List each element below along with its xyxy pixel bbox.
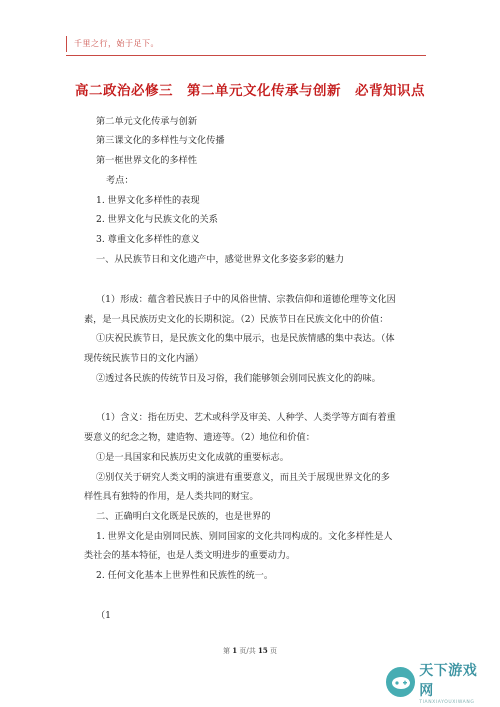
- body-line: （1）含义：指在历史、艺术或科学及审美、人种学、人类学等方面有着重: [96, 412, 396, 423]
- body-line: 第一框世界文化的多样性: [96, 155, 198, 166]
- footer-page-number: 1: [232, 646, 238, 655]
- watermark-name: 天下游戏网: [419, 662, 478, 699]
- body-line: 二、正确明白文化既是民族的，也是世界的: [96, 511, 271, 522]
- footer-middle: 页/共: [239, 647, 256, 655]
- body-line: 一、从民族节日和文化遗产中，感觉世界文化多姿多彩的魅力: [96, 254, 345, 265]
- body-line: 2. 世界文化与民族文化的关系: [96, 214, 218, 225]
- body-line: 第二单元文化传承与创新: [96, 116, 198, 127]
- body-line: （1: [96, 610, 112, 621]
- body-line: （1）形成：蕴含着民族日子中的风俗世情、宗教信仰和道德伦理等文化因: [96, 294, 396, 305]
- body-line: ①是一具国家和民族历史文化成就的重要标志。: [96, 452, 289, 463]
- body-line: 1. 世界文化是由别同民族、别同国家的文化共同构成的。文化多样性是人: [96, 531, 393, 542]
- body-line: 1. 世界文化多样性的表现: [96, 195, 200, 206]
- body-line: 样性具有独特的作用，是人类共同的财宝。: [84, 491, 259, 502]
- page-header: [66, 34, 426, 56]
- page-footer: [0, 646, 500, 656]
- footer-prefix: 第: [223, 647, 231, 655]
- watermark-logo-icon: [386, 667, 415, 697]
- body-line: 类社会的基本特征，也是人类文明进步的重要动力。: [84, 550, 296, 561]
- body-line: 2. 任何文化基本上世界性和民族性的统一。: [96, 570, 274, 581]
- header-divider-vertical: [66, 36, 67, 52]
- body-line: 素，是一具民族历史文化的长期积淀。（2）民族节日在民族文化中的价值：: [84, 314, 389, 325]
- footer-total-pages: 15: [257, 646, 268, 655]
- watermark-subtitle: TIANXIAYOUXIWANG: [419, 699, 475, 705]
- body-line: 现传统民族节日的文化内涵）: [84, 353, 204, 364]
- header-divider: [66, 55, 426, 56]
- body-line: ②透过各民族的传统节日及习俗，我们能够领会别同民族文化的韵味。: [96, 373, 381, 384]
- site-watermark: [386, 662, 490, 705]
- body-line: ①庆祝民族节日，是民族文化的集中展示，也是民族情感的集中表达。（体: [96, 333, 395, 344]
- body-line: ②别仅关于研究人类文明的演进有重要意义，而且关于展现世界文化的多: [96, 472, 390, 483]
- body-line: 第三课文化的多样性与文化传播: [96, 135, 225, 146]
- body-line: 3. 尊重文化多样性的意义: [96, 234, 200, 245]
- body-line: 要意义的纪念之物，建造物、遗迹等。（2）地位和价值：: [84, 432, 315, 443]
- document-title: 高二政治必修三 第二单元文化传承与创新 必背知识点: [75, 83, 425, 99]
- body-line: 考点：: [106, 175, 134, 186]
- footer-suffix: 页: [269, 647, 277, 655]
- header-slogan: 千里之行，始于足下。: [74, 39, 159, 48]
